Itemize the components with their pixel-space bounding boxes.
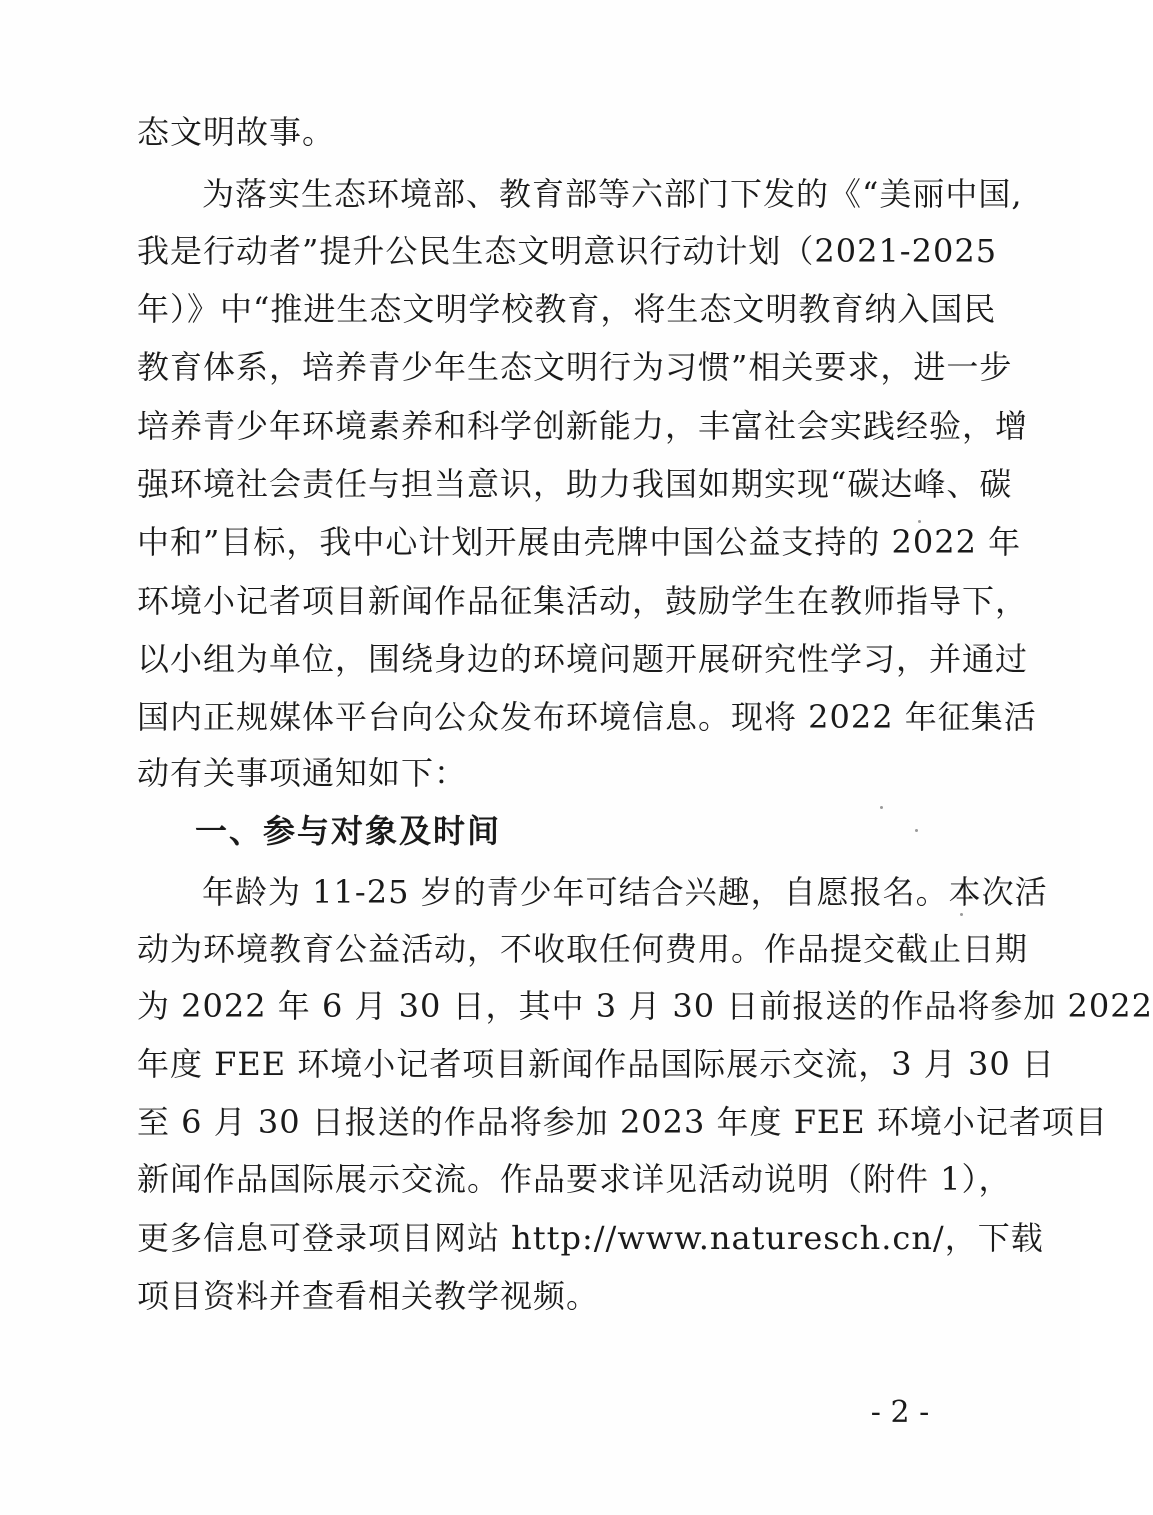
paragraph-line: 年龄为 11-25 岁的青少年可结合兴趣，自愿报名。本次活 xyxy=(202,873,1048,911)
paragraph-line: 年度 FEE 环境小记者项目新闻作品国际展示交流，3 月 30 日 xyxy=(137,1045,1055,1083)
paragraph-line: 项目资料并查看相关教学视频。 xyxy=(137,1277,600,1315)
paragraph-line: 国内正规媒体平台向公众发布环境信息。现将 2022 年征集活 xyxy=(137,698,1037,736)
paragraph-line: 环境小记者项目新闻作品征集活动，鼓励学生在教师指导下， xyxy=(137,582,1029,620)
paragraph-line: 以小组为单位，围绕身边的环境问题开展研究性学习，并通过 xyxy=(137,640,1029,678)
paragraph-line: 更多信息可登录项目网站 http://www.naturesch.cn/，下载 xyxy=(137,1219,1044,1257)
scan-speck xyxy=(918,520,921,523)
paragraph-line: 动有关事项通知如下： xyxy=(137,754,468,792)
scan-speck xyxy=(880,806,883,809)
scan-speck xyxy=(960,913,963,916)
paragraph-line: 年）》中“推进生态文明学校教育，将生态文明教育纳入国民 xyxy=(137,290,997,328)
paragraph-line: 培养青少年环境素养和科学创新能力，丰富社会实践经验，增 xyxy=(137,407,1029,445)
paragraph-line: 动为环境教育公益活动，不收取任何费用。作品提交截止日期 xyxy=(137,930,1029,968)
page-number: - 2 - xyxy=(870,1395,930,1430)
paragraph-line: 至 6 月 30 日报送的作品将参加 2023 年度 FEE 环境小记者项目 xyxy=(137,1103,1108,1141)
paragraph-line: 新闻作品国际展示交流。作品要求详见活动说明（附件 1）， xyxy=(137,1160,1012,1198)
paragraph-line: 态文明故事。 xyxy=(137,113,336,151)
paragraph-line: 中和”目标，我中心计划开展由壳牌中国公益支持的 2022 年 xyxy=(137,523,1022,561)
scan-speck xyxy=(915,829,918,832)
paragraph-line: 我是行动者”提升公民生态文明意识行动计划（2021-2025 xyxy=(137,232,998,270)
section-heading: 一、参与对象及时间 xyxy=(195,812,502,850)
paragraph-line: 教育体系，培养青少年生态文明行为习惯”相关要求，进一步 xyxy=(137,348,1013,386)
paragraph-line: 为 2022 年 6 月 30 日，其中 3 月 30 日前报送的作品将参加 2022 xyxy=(137,987,1153,1025)
paragraph-line: 为落实生态环境部、教育部等六部门下发的《“美丽中国, xyxy=(202,175,1023,213)
paragraph-line: 强环境社会责任与担当意识，助力我国如期实现“碳达峰、碳 xyxy=(137,465,1013,503)
